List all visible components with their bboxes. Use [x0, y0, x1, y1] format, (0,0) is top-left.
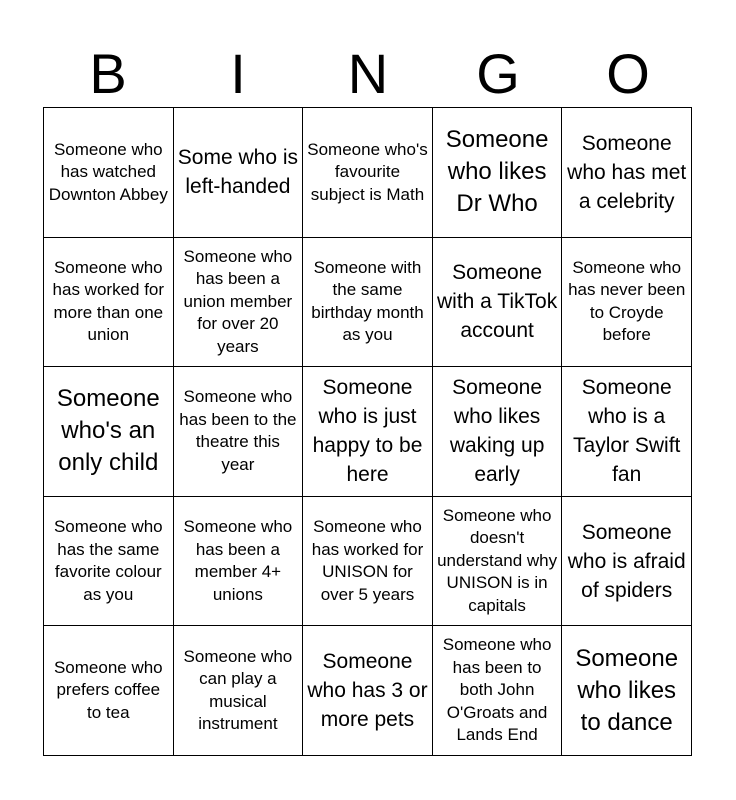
bingo-cell-text: Someone who has been a union member for over 20 years: [183, 246, 293, 356]
bingo-cell[interactable]: [433, 626, 563, 756]
bingo-cell[interactable]: [303, 238, 433, 368]
header-letter-i: I: [230, 42, 246, 105]
bingo-cell[interactable]: [303, 367, 433, 497]
bingo-cell-text: Someone who doesn't understand why UNISON is in capitals: [437, 505, 558, 615]
bingo-cell-text: Someone who has worked for UNISON for over 5 years: [311, 517, 424, 604]
bingo-cell[interactable]: [174, 108, 304, 238]
bingo-cell[interactable]: [174, 367, 304, 497]
bingo-cell-text: Someone who likes waking up early: [449, 376, 545, 487]
bingo-cell-text: Someone who prefers coffee to tea: [53, 657, 163, 722]
bingo-cell[interactable]: [433, 367, 563, 497]
bingo-cell-text: Someone who has been to the theatre this year: [179, 387, 297, 474]
bingo-cell[interactable]: [562, 238, 692, 368]
bingo-cell[interactable]: [562, 108, 692, 238]
header-letter-o: O: [606, 42, 650, 105]
bingo-cell-text: Someone who has never been to Croyde before: [568, 257, 686, 345]
bingo-cell-text: Someone who is afraid of spiders: [567, 520, 686, 602]
bingo-cell-text: Someone who is a Taylor Swift fan: [573, 376, 681, 487]
bingo-cell[interactable]: [433, 108, 563, 238]
bingo-cell[interactable]: [562, 497, 692, 627]
bingo-cell[interactable]: [562, 626, 692, 756]
bingo-cell-text: Someone who has worked for more than one union: [52, 257, 165, 345]
bingo-cell-text: Someone with the same birthday month as you: [311, 257, 424, 345]
bingo-cell-text: Someone who has 3 or more pets: [307, 650, 428, 732]
bingo-cell-text: Someone who's an only child: [56, 385, 160, 477]
bingo-cell-text: Someone who can play a musical instrument: [183, 646, 293, 734]
bingo-cell[interactable]: [44, 108, 174, 238]
bingo-cell[interactable]: [433, 238, 563, 368]
bingo-cell-text: Someone who is just happy to be here: [312, 376, 423, 487]
bingo-cell-text: Someone with a TikTok account: [436, 261, 558, 343]
bingo-cell-text: Someone who has met a celebrity: [567, 131, 687, 213]
bingo-header: [43, 40, 693, 108]
bingo-cell[interactable]: [174, 626, 304, 756]
header-letter-n: N: [347, 42, 389, 105]
bingo-cell-text: Someone who's favourite subject is Math: [307, 139, 428, 204]
bingo-cell[interactable]: [303, 497, 433, 627]
header-letter-b: B: [89, 42, 127, 105]
bingo-cell-text: Someone who has watched Downton Abbey: [48, 139, 168, 204]
header-letter-g: G: [476, 42, 520, 105]
bingo-cell[interactable]: [433, 497, 563, 627]
bingo-cell-text: Someone who likes to dance: [575, 644, 679, 736]
bingo-cell[interactable]: [44, 238, 174, 368]
bingo-cell[interactable]: [44, 626, 174, 756]
bingo-cell-text: Someone who has been to both John O'Groats and Lands End: [442, 635, 552, 745]
bingo-cell-text: Someone who likes Dr Who: [445, 126, 549, 218]
bingo-cell[interactable]: [303, 626, 433, 756]
bingo-cell[interactable]: [303, 108, 433, 238]
bingo-cell[interactable]: [44, 367, 174, 497]
bingo-cell[interactable]: [562, 367, 692, 497]
bingo-cell[interactable]: [44, 497, 174, 627]
bingo-cell-text: Someone who has the same favorite colour as you: [53, 517, 163, 604]
bingo-cell-text: Some who is left-handed: [177, 146, 298, 199]
bingo-cell[interactable]: [174, 238, 304, 368]
bingo-cell-text: Someone who has been a member 4+ unions: [183, 517, 293, 604]
bingo-cell[interactable]: [174, 497, 304, 627]
bingo-card-grid: [43, 107, 692, 756]
